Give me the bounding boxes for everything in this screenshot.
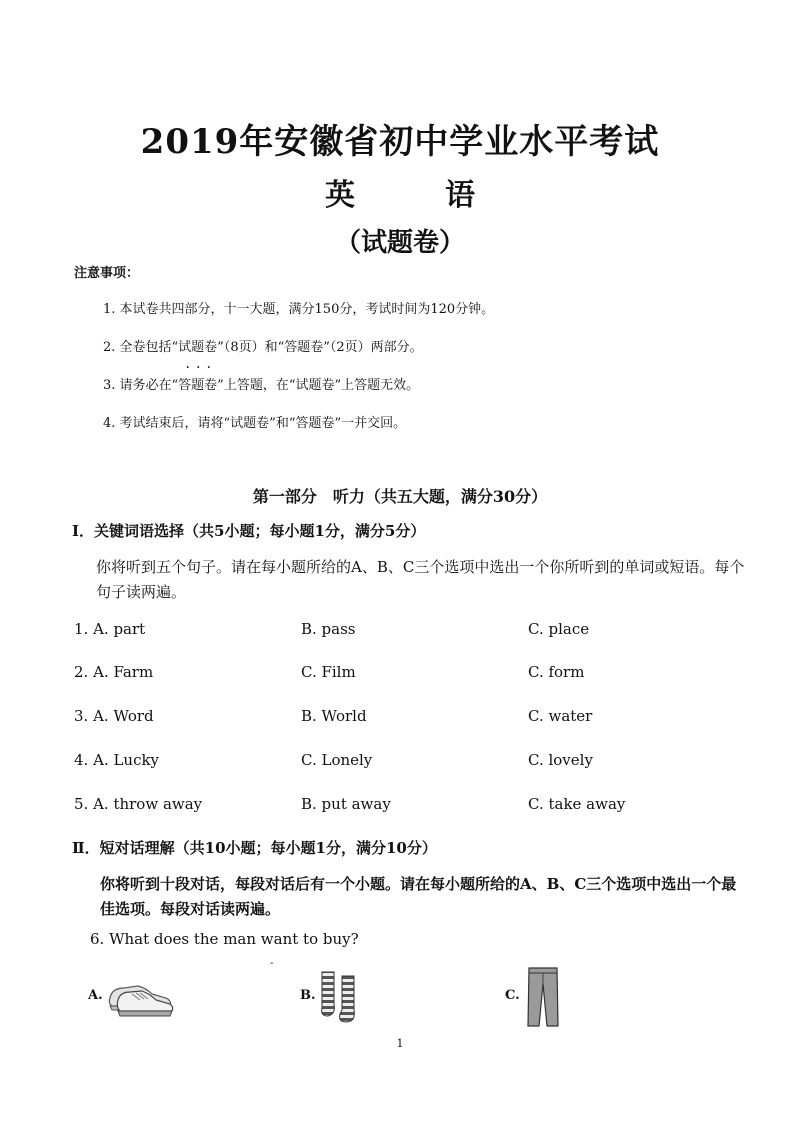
notice-label: 注意事项： [74, 266, 140, 281]
notice-item-1: 1. 本试卷共四部分，十一大题，满分150分，考试时间为120分钟。 [103, 302, 495, 317]
q4-option-b: C. Lonely [301, 751, 373, 769]
stray-mark: - [270, 958, 274, 969]
q6-option-b-label: B. [300, 988, 316, 1003]
q2-option-b: C. Film [301, 663, 356, 681]
section1-heading: I．关键词语选择（共5小题；每小题1分，满分5分） [72, 522, 426, 540]
q5-option-a: 5. A. throw away [74, 795, 203, 813]
subject-title: 英 语 [325, 178, 475, 213]
q6-option-a-label: A. [88, 988, 103, 1003]
q3-option-c: C. water [528, 707, 593, 725]
sneakers-icon [104, 976, 176, 1020]
q2-option-c: C. form [528, 663, 585, 681]
section2-heading: Ⅱ．短对话理解（共10小题；每小题1分，满分10分） [72, 839, 437, 857]
notice-item-3: 3. 请务必在“答题卷”上答题，在“试题卷”上答题无效。 [103, 378, 420, 393]
q6-option-c-label: C. [505, 988, 520, 1003]
q2-option-a: 2. A. Farm [74, 663, 154, 681]
q5-option-b: B. put away [301, 795, 391, 813]
page-number: 1 [396, 1037, 404, 1050]
part1-title: 第一部分 听力（共五大题，满分30分） [252, 487, 548, 506]
section1-instruction: 你将听到五个句子。请在每小题所给的A、B、C三个选项中选出一个你所听到的单词或短语。每个句子读两遍。 [96, 558, 745, 601]
q3-option-b: B. World [301, 707, 367, 725]
q3-option-a: 3. A. Word [74, 707, 154, 725]
q1-option-a: 1. A. part [74, 620, 146, 638]
trousers-icon [525, 966, 561, 1028]
q6-question: 6. What does the man want to buy? [90, 930, 359, 948]
q1-option-c: C. place [528, 620, 590, 638]
paper-type: （试题卷） [334, 228, 465, 258]
q5-option-c: C. take away [528, 795, 626, 813]
notice-item-4: 4. 考试结束后，请将“试题卷”和“答题卷”一并交回。 [103, 416, 407, 431]
q1-option-b: B. pass [301, 620, 356, 638]
q4-option-a: 4. A. Lucky [74, 751, 160, 769]
notice-item-2: 2. 全卷包括“试题卷”（8页）和“答题卷”（2页）两部分。 [103, 340, 423, 355]
exam-title: 2019年安徽省初中学业水平考试 [140, 122, 660, 162]
section2-instruction: 你将听到十段对话，每段对话后有一个小题。请在每小题所给的A、B、C三个选项中选出一个最佳选项。每段对话读两遍。 [100, 875, 737, 918]
q4-option-c: C. lovely [528, 751, 593, 769]
emphasis-dots: ... [186, 360, 218, 371]
socks-icon [318, 970, 368, 1026]
